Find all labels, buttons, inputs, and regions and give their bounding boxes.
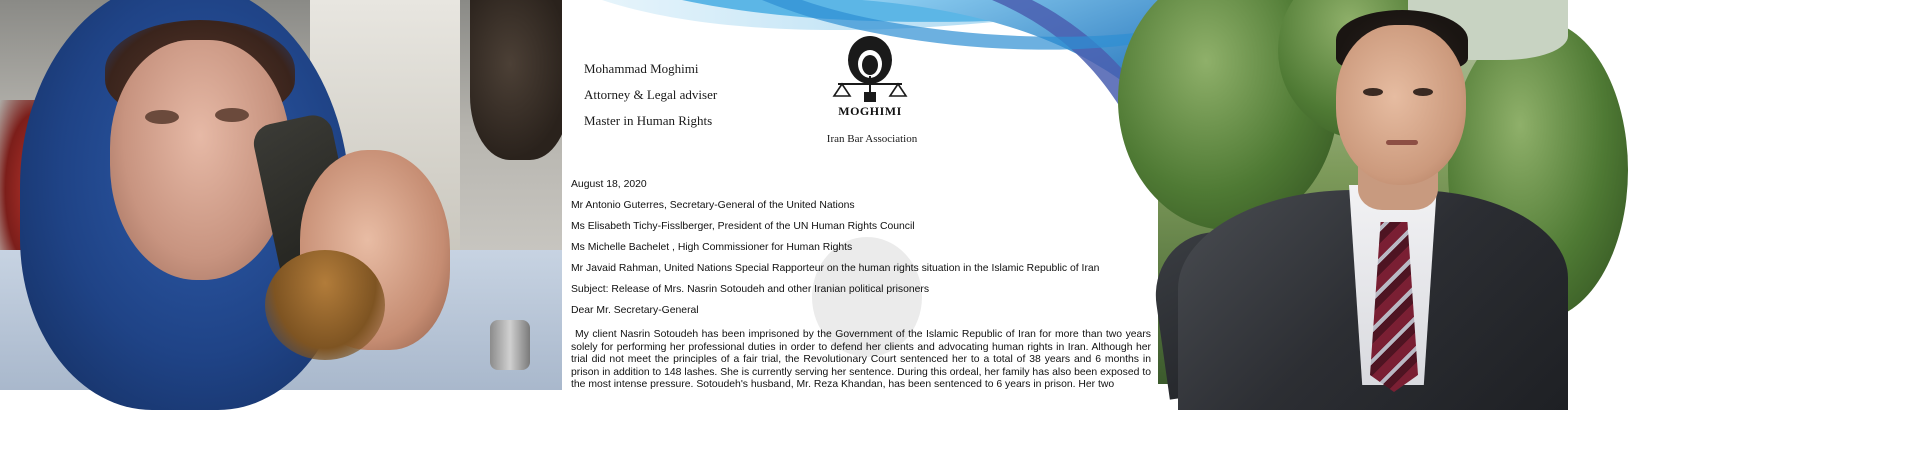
man-eye-right — [1413, 88, 1433, 96]
woman-eye-left — [145, 110, 179, 124]
man-eye-left — [1363, 88, 1383, 96]
author-name: Mohammad Moghimi — [584, 61, 699, 76]
letter-salutation: Dear Mr. Secretary-General — [571, 305, 699, 316]
recipient-line: Ms Michelle Bachelet , High Commissioner for Human Rights — [571, 242, 853, 253]
letter-date: August 18, 2020 — [571, 179, 647, 190]
recipient-line: Mr Javaid Rahman, United Nations Special Rapporteur on the human rights situation in the Islamic Republic of Iran — [571, 263, 1100, 274]
recipient-line: Ms Elisabeth Tichy-Fisslberger, President of the UN Human Rights Council — [571, 221, 915, 232]
author-title: Attorney & Legal adviser — [584, 87, 718, 102]
letter-subject: Subject: Release of Mrs. Nasrin Sotoudeh and other Iranian political prisoners — [571, 284, 930, 295]
photo-woman-on-phone — [0, 0, 562, 384]
background-person — [470, 0, 570, 160]
author-degree: Master in Human Rights — [584, 113, 713, 128]
photo-man-in-suit — [1158, 0, 1568, 384]
man-mouth — [1386, 140, 1418, 145]
man-face — [1336, 25, 1466, 185]
letter-document — [562, 0, 1158, 391]
liquid-spill — [265, 250, 385, 360]
logo-wordmark: MOGHIMI — [838, 104, 902, 118]
association-name: Iran Bar Association — [826, 133, 918, 145]
wristwatch — [490, 320, 530, 370]
letterhead-author-block — [584, 60, 717, 138]
letter-paragraph: My client Nasrin Sotoudeh has been imprisoned by the Government of the Islamic Republic of Iran for more than two years solely for performing her professional duties in order to defend her clients and advocating human rights in Iran. Although her trial did not meet the principles of a fair trial, the Revolutionary Court sentenced her to a total of 38 years and 6 months in prison in addition to 148 lashes. She is currently serving her sentence. During this ordeal, her family has also been exposed to the most intense pressure. Sotoudeh's husband, Mr. Reza Khandan, has been sentenced to 6 years in prison. Her two — [571, 329, 1151, 391]
woman-eye-right — [215, 108, 249, 122]
lion-scales-logo-icon — [830, 32, 910, 104]
recipient-line: Mr Antonio Guterres, Secretary-General of the United Nations — [571, 200, 855, 211]
letter-body — [571, 178, 1151, 392]
